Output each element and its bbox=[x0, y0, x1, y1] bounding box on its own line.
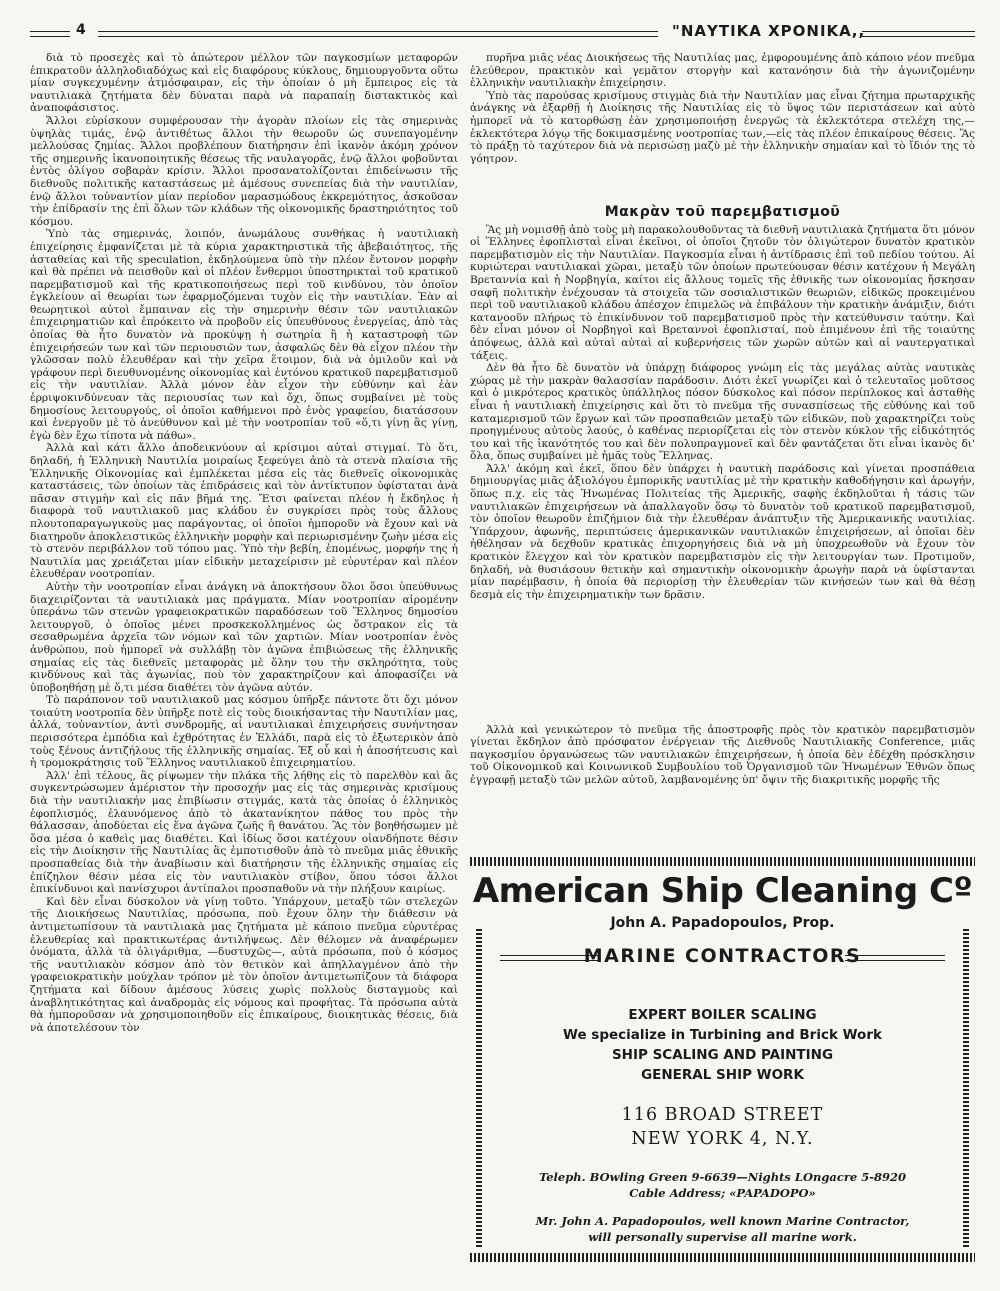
right-main-block bbox=[470, 224, 975, 724]
article-paragraph: Ἀλλ' ἀκόμη καὶ ἐκεῖ, ὅπου δὲν ὑπάρχει ἡ ναυτικὴ παράδοσις καὶ γίνεται προσπάθεια δημιουργίας μιᾶς ἀξιολόγου ἐμπορικῆς ναυτιλίας μὲ τὴν κρατικὴν καθοδήγησιν καὶ ἀρωγήν, ὅπως π.χ. εἰς τὰς Ἡνωμένας Πολιτείας τῆς Ἀμερικῆς, σαφὴς ἐκδηλοῦται ἡ τάσις τῶν ναυτιλιακῶν ἐπιχειρήσεων νὰ ἀπαλλαγοῦν ὅσῳ τὸ δυνατὸν τοῦ κρατικοῦ παρεμβατισμοῦ, τὸν ὁποῖον θεωροῦν ἐπιζήμιον διὰ τὴν ἐλευθέραν ἀνάπτυξιν τῆς Ἀμερικανικῆς ναυτιλίας. Ὑπάρχουν, ἀφωνῆς, περιπτώσεις ἀμερικανικῶν ναυτιλιακῶν ἐπιχειρήσεων, αἱ ὁποῖαι δὲν ἠθέλησαν νὰ δεχθοῦν κρατικὰς ἐπιχορηγήσεις διὰ νὰ μὴ ὑποχρεωθοῦν νὰ ἔχουν τὸν κρατικὸν ἔλεγχον καὶ τὸν κρατικὸν παρεμβατισμὸν εἰς τὴν λειτουργίαν των. Προτιμοῦν, δηλαδή, νὰ θυσιάσουν θετικὴν καὶ σημαντικὴν οἰκονομικὴν ἀρωγὴν παρὰ νὰ ὑφίστανται μίαν παρέμβασιν, ἡ ὁποία θὰ περιορίσῃ τὴν ἐλευθερίαν τῶν κινήσεών των καὶ θὰ θέσῃ δεσμὰ εἰς τὴν ἐπιχειρηματικὴν των δρᾶσιν. bbox=[470, 462, 975, 601]
article-paragraph: Ἂς μὴ νομισθῇ ἀπὸ τοὺς μὴ παρακολουθοῦντας τὰ διεθνῆ ναυτιλιακὰ ζητήματα ὅτι μόνον οἱ Ἕλληνες ἐφοπλισταὶ εἶναι ἐκεῖνοι, οἱ ὁποῖοι ζητοῦν τὸν ὀλιγώτερον δυνατὸν κρατικὸν παρεμβατισμὸν εἰς τὴν Ναυτιλίαν. Παγκοσμία εἶναι ἡ ἀντίδρασις ἐπὶ τοῦ πεδίου τούτου. Αἱ κυριώτεραι ναυτιλιακαὶ χῶραι, μεταξὺ τῶν ὁποίων πρωτεύουσαν θέσιν κατέχουν ἡ Μεγάλη Βρεταννία καὶ ἡ Νορβηγία, καίτοι εἰς ἄλλους τομεῖς τῆς ἐθνικῆς των οἰκονομίας ἤσκησαν σαφῆ πολιτικὴν ἐνέχουσαν τὰ στοιχεῖα τῶν σοσιαλιστικῶν θεωριῶν, εἰδικῶς προκειμένου περὶ τοῦ ναυτιλιακοῦ κλάδου ἀπέσχον ἐπιμελῶς νὰ ἐπιβάλουν τὴν κρατικὴν ἀνάμιξιν, διότι κατανοοῦν πλήρως τὸ ἐπικίνδυνον τοῦ παρεμβατισμοῦ πρὸς τὴν κατεύθυνσιν ταύτην. Καὶ δὲν εἶναι μόνον οἱ Νορβηγοὶ καὶ Βρεταννοὶ ἐφοπλισταί, ποὺ ἐπιμένουν ἐπὶ τῆς τοιαύτης ἀπόψεως, ἀλλὰ καὶ αὐταὶ αὐταὶ αἱ κυβερνήσεις τῶν χωρῶν αὐτῶν καὶ αἱ ναυτεργατικαὶ τάξεις. bbox=[470, 223, 975, 362]
article-paragraph: Ὑπὸ τὰς σημερινάς, λοιπόν, ἀνωμάλους συνθήκας ἡ ναυτιλιακὴ ἐπιχείρησις ἐμφανίζεται μὲ τὰ κύρια χαρακτηριστικὰ τῆς ἀβεβαιότητος, τῆς ἀσταθείας καὶ τῆς speculation, ἐκδηλούμενα ὑπὸ τὴν πλέον ἔντονον μορφὴν καὶ θὰ πρέπει νὰ πεισθοῦν καὶ οἱ πλέον ἔνθερμοι ὑποστηρικταὶ τοῦ κρατικοῦ παρεμβατισμοῦ καὶ τῆς κρατικοποιήσεως περὶ τοῦ κινδύνου, τὸν ὁποῖον ἐγκλείουν αἱ θεωρίαι των ἐφαρμοζόμεναι τυχὸν εἰς τὴν ναυτιλίαν. Ἐὰν αἱ θεωρητικοὶ αὐτοὶ ἔμπαιναν εἰς τὴν σημερινὴν θέσιν τῶν ναυτιλιακῶν ἐπιχειρηματιῶν καὶ ἐπρόκειτο νὰ προβοῦν εἰς ὑπευθύνους ἐνεργείας, ἀπὸ τὰς ὁποίας θὰ ἦτο δυνατὸν νὰ προκύψῃ ἡ σωτηρία ἢ ἡ καταστροφὴ τῶν ἐπιχειρήσεών των καὶ τῶν περιουσιῶν των, ἀσφαλῶς δὲν θὰ εἶχον πλέον τὴν γλῶσσαν πολὺ ἐλευθέραν καὶ τὴν χεῖρα ἕτοιμον, διὰ νὰ ὁμιλοῦν καὶ νὰ γράφουν περὶ διευθυνομένης οἰκονομίας καὶ ἐντόνου κρατικοῦ παρεμβατισμοῦ εἰς τὴν ναυτιλίαν. Ἀλλὰ μόνον ἐὰν εἶχον τὴν εὐθύνην καὶ ἐὰν ἐρριψοκινδύνευαν τὰς περιουσίας των καὶ ὄχι, ὅπως συμβαίνει μὲ τοὺς δημοσίους λειτουργούς, οἱ ὁποῖοι καθήμενοι πρὸ ἑνὸς γραφείου, διατάσσουν καὶ ἐνεργοῦν μὲ τὸ ἀνεύθυνον καὶ μὲ τὴν νοοτροπίαν τοῦ «ὅ,τι γίνῃ ἂς γίνῃ, ἐγὼ δὲν ἔχω τίποτα νὰ πάθω». bbox=[30, 228, 458, 442]
ad-service-line: SHIP SCALING AND PAINTING bbox=[611, 1047, 834, 1063]
article-paragraph: Ἀλλὰ καὶ γενικώτερον τὸ πνεῦμα τῆς ἀποστροφῆς πρὸς τὸν κρατικὸν παρεμβατισμὸν γίνεται ἔκδηλον ἀπὸ πρόσφατον ἐνέργειαν τῆς Διεθνοῦς Ναυτιλιακῆς Conference, μιᾶς παγκοσμίου ὀργανώσεως τῶν ναυτιλιακῶν ἐπιχειρήσεων, ἡ ὁποία δὲν ἐδέχθη πρόσκλησιν τοῦ Οἰκονομικοῦ καὶ Κοινωνικοῦ Συμβουλίου τοῦ Ὀργανισμοῦ τῶν Ἡνωμένων Ἐθνῶν ὅπως ἐγγραφῇ μεταξὺ τῶν μελῶν αὐτοῦ, λαμβανομένης ὑπ' ὄψιν τῆς διακριτικῆς μορφῆς τῆς bbox=[470, 723, 975, 786]
article-paragraph: Ἀλλὰ καὶ κάτι ἄλλο ἀποδεικνύουν αἱ κρίσιμοι αὐταὶ στιγμαί. Τὸ ὅτι, δηλαδή, ἡ Ἑλληνικὴ Ναυτιλία μοιραίως ξεφεύγει ἀπὸ τὰ στενὰ πλαίσια τῆς Ἑλληνικῆς Οἰκονομίας καὶ ἐμπλέκεται μέσα εἰς τὰς διεθνεῖς οἰκονομικὰς καταστάσεις, τῶν ὁποίων τὰς ἐπιδράσεις καὶ τὸν ἀντίκτυπον ὑφίσταται ἀνὰ πᾶσαν στιγμὴν καὶ εἰς πᾶν βῆμά της. Ἔτσι φαίνεται πλέον ἡ ἔκδηλος ἡ διαφορὰ τοῦ ναυτιλιακοῦ μας κλάδου ἐν συγκρίσει πρὸς τοὺς ἄλλους πλουτοπαραγωγικοὺς μας παράγοντας, οἱ ὁποῖοι ἠμποροῦν νὰ ἔχουν καὶ νὰ διατηροῦν ἀποκλειστικῶς ἑλληνικὴν μορφὴν καὶ περιωρισμένην ζωὴν μέσα εἰς τὸ στενὸν περιβάλλον τοῦ τόπου μας. Ὑπὸ τὴν βεβίη, ἐπομένως, μορφήν της ἡ Ναυτιλία μας χρειάζεται μίαν εἰδικὴν μεταχείρισιν μὲ εὐρυτέραν καὶ πλέον ἐλευθέραν νοοτροπίαν. bbox=[30, 442, 458, 581]
ad-owner: John A. Papadopoulos, Prop. bbox=[610, 915, 835, 931]
article-paragraph: Δὲν θὰ ἦτο δὲ δυνατὸν νὰ ὑπάρχῃ διάφορος γνώμη εἰς τὰς μεγάλας αὐτὰς ναυτικὰς χώρας μὲ τὴν μακρὰν θαλασσίαν παράδοσιν. Διότι ἐκεῖ γνωρίζει καὶ ὁ τελευταῖος μοῦτσος καὶ ὁ μικρότερος κρατικὸς ὑπάλληλος πόσον δύσκολος καὶ πόσον περίπλοκος καὶ ἀσταθὴς εἶναι ἡ ναυτιλιακὴ ἐπιχείρησις καὶ ὅτι τὸ πνεῦμα τῆς συνασπίσεως τῆς εὐθύνης καὶ τοῦ καταμερισμοῦ τῶν ἔργων καὶ τῶν προσπαθειῶν μεταξὺ τῶν εἰδικῶν, ποὺ χαρακτηρίζει τοὺς προηγμένους αὐτοὺς λαούς, ὁ καθένας περιορίζεται εἰς τὸν στενὸν κύκλον τῆς εἰδικότητός του καὶ τῆς ἱκανότητός του καὶ δὲν πολυπραγμονεῖ καὶ δὲν φαντάζεται ὅτι εἶναι ἱκανὸς δι' ὅλα, ὅπως συμβαίνει μὲ ἡμᾶς τοὺς Ἕλληνας. bbox=[470, 362, 975, 463]
ad-headline-row bbox=[490, 942, 955, 972]
ad-service-line: EXPERT BOILER SCALING bbox=[628, 1007, 817, 1023]
header-rule bbox=[98, 31, 658, 37]
header-rule bbox=[862, 31, 975, 37]
article-paragraph: Αὐτὴν τὴν νοοτροπίαν εἶναι ἀνάγκη νὰ ἀποκτήσουν ὅλοι ὅσοι ὑπεύθυνως διαχειρίζονται τὰ ναυτιλιακὰ μας πράγματα. Μίαν νοοτροπίαν αἰρομένην ὑπεράνω τῶν στενῶν γραφειοκρατικῶν παραδόσεων τοῦ Ἕλληνος δημοσίου λειτουργοῦ, ὁ ὁποῖος μένει προσκεκολλημένος ὡς ὄστρακον εἰς τὰ σεσαθρωμένα ἀρχεῖα τῶν νόμων καὶ τῶν χαρτιῶν. Μίαν νοοτροπίαν ἑνὸς ἀνθρώπου, ποὺ ἠμπορεῖ νὰ συλλάβῃ τὸν ἀγῶνα ἐπιβιώσεως τῆς ἑλληνικῆς σημαίας εἰς τὰς διεθνεῖς μεταφορὰς μὲ ὅλην του τὴν σκληρότητα, τοὺς κινδύνους καὶ τὰς ἀγωνίας, ποὺ τὸν χαρακτηρίζουν καὶ ἀποφασίζει νὰ ὑποβοηθήσῃ μὲ ὅ,τι μέσα διαθέτει τὸν ἀγῶνα αὐτόν. bbox=[30, 580, 458, 694]
page-number: 4 bbox=[76, 22, 86, 38]
left-column bbox=[30, 52, 458, 1272]
ad-headline: MARINE CONTRACTORS bbox=[583, 945, 862, 967]
ad-service-line: GENERAL SHIP WORK bbox=[641, 1067, 804, 1083]
ad-note: Mr. John A. Papadopoulos, well known Marine Contractor, bbox=[535, 1214, 910, 1228]
ad-border-right bbox=[963, 929, 969, 1249]
article-paragraph: Τὸ παράπονον τοῦ ναυτιλιακοῦ μας κόσμου ὑπῆρξε πάντοτε ὅτι ὄχι μόνον τοιαύτη νοοτροπία δὲν ὑπῆρξε ποτὲ εἰς τοὺς διοικήσαντας τὴν Ναυτιλίαν μας, ἀλλά, τοὐναντίον, ἀντὶ συνδρομῆς, αἱ ναυτιλιακαὶ ἐπιχειρήσεις συνήντησαν περισσότερα ἐμπόδια καὶ ἐχθρότητας ἐν Ἑλλάδι, παρὰ εἰς τὸ ἐξωτερικὸν ἀπὸ τοὺς ξένους ἀντιζήλους τῆς ἑλληνικῆς σημαίας. Ἐξ οὗ καὶ ἡ ἀποσήτευσις καὶ ἡ τρομοκράτησις τοῦ Ἕλληνος ναυτιλιακοῦ ἐπιχειρηματίου. bbox=[30, 694, 458, 770]
right-tail-block bbox=[470, 724, 975, 860]
ad-telephone: Teleph. BOwling Green 9-6639—Nights LOngacre 5-8920 bbox=[539, 1170, 906, 1184]
ad-border-bottom bbox=[470, 1253, 975, 1262]
article-paragraph: διὰ τὸ προσεχὲς καὶ τὸ ἀπώτερον μέλλον τῶν παγκοσμίων μεταφορῶν ἐπικρατοῦν ἀλληλοδιαδόχως καὶ εἰς διαφόρους κύκλους, δημιουργοῦντα οὕτω μίαν συγκεχυμένην ἀτμόσφαιραν, εἰς τὴν ὁποίαν ὁ μὴ ἔμπειρος εἰς τὰ ναυτιλιακὰ ζητήματα δὲν δύναται παρὰ νὰ παραπαίῃ διστακτικὸς καὶ ἀναποφάσιστος. bbox=[30, 52, 458, 115]
ad-cable-address: Cable Address; «PAPADOPO» bbox=[629, 1186, 816, 1200]
section-subheading: Μακρὰν τοῦ παρεμβατισμοῦ bbox=[604, 204, 841, 220]
article-paragraph: Καὶ δὲν εἶναι δύσκολον νὰ γίνῃ τοῦτο. Ὑπάρχουν, μεταξὺ τῶν στελεχῶν τῆς Διοικήσεως Ναυτιλίας, πρόσωπα, ποὺ ἔχουν ὅλην τὴν διάθεσιν νὰ ἀντιμετωπίσουν τὰ ναυτιλιακὰ μας ζητήματα μὲ κάποιο πνεῦμα εὐρυτέρας ἐλευθερίας καὶ πρακτικωτέρας ἀντιλήψεως. Δὲν θέλομεν νὰ ἀναφέρωμεν ὀνόματα, ἀλλὰ τὰ ὀλιγάριθμα, —δυστυχῶς—, αὐτὰ πρόσωπα, ποὺ ὁ κόσμος τῆς ναυτιλιακὸν κόσμον ἀπὸ τὸν θετικὸν καὶ ἀπηλλαγμένον ἀπὸ τὴν γραφειοκρατικὴν μούχλαν τρόπον μὲ τὸν ὁποῖον ἀντιμετωπίζουν τὰ διάφορα ζητήματα καὶ δίδουν ἀμέσους λύσεις χωρὶς πολλοὺς δισταγμοὺς καὶ ἀναβλητικότητας καὶ ἀναδρομὰς εἰς νόμους καὶ προφήτας. Τὰ πρόσωπα αὐτὰ θὰ ἠμποροῦσαν νὰ χρησιμοποιηθοῦν εἰς ἐπικαίρους, διοικητικὰς θέσεις, διὰ νὰ ἀποτελέσουν τὸν bbox=[30, 895, 458, 1034]
article-paragraph: Ἄλλοι εὑρίσκουν συμφέρουσαν τὴν ἀγορὰν πλοίων εἰς τὰς σημερινὰς ὑψηλὰς τιμάς, ἐνῷ ἀντιθέτως ἄλλοι τὴν θεωροῦν ὡς συνεπαγομένην μελλούσας ζημίας. Ἄλλοι προβλέπουν διατήρησιν ἐπὶ ἱκανὸν ἀκόμη χρόνον τῆς σημερινῆς ἱκανοποιητικῆς θέσεως τῆς ναυλαγορᾶς, ἐνῷ ἄλλοι φοβοῦνται ἐντὸς ὀλίγου σοβαρὰν κρίσιν. Ἄλλοι προσανατολίζονται ἐπιδείνωσιν τῆς διεθνοῦς πολιτικῆς καταστάσεως μὲ ἀμέσους συνεπείας διὰ τὴν ναυτιλίαν, ἐνῷ ἄλλοι τοὐναντίον μίαν περίοδον μαρασμώδους ἐκκρεμότητος, ἀσκοῦσαν τὴν ἐπίδρασίν της ἐπὶ ὅλων τῶν κλάδων τῆς οἰκονομικῆς δραστηριότητος τοῦ κόσμου. bbox=[30, 114, 458, 228]
ad-address-city: NEW YORK 4, N.Y. bbox=[631, 1129, 814, 1149]
ad-note: will personally supervise all marine work. bbox=[588, 1230, 857, 1244]
ad-border-top bbox=[470, 857, 975, 866]
header-rule bbox=[30, 31, 70, 37]
page-header bbox=[30, 22, 975, 44]
right-top-block bbox=[470, 52, 975, 202]
right-column bbox=[470, 52, 975, 860]
ad-border-left bbox=[476, 929, 482, 1249]
article-paragraph: Ὑπὸ τὰς παρούσας κρισίμους στιγμὰς διὰ τὴν Ναυτιλίαν μας εἶναι ζήτημα πρωταρχικῆς ἀνάγκης νὰ ἐξαρθῇ ἡ Διοίκησις τῆς Ναυτιλίας εἰς τὸ ὕψος τῶν περιστάσεων καὶ αὐτὸ ἠμπορεῖ νὰ τὸ κατορθώσῃ ἐὰν χρησιμοποιήσῃ ἐνεργῶς τὰ ἐκλεκτότερα στελέχη της,—ἐκλεκτότερα λόγῳ τῆς δοκιμασμένης νοοτροπίας των,—εἰς τὰς πλέον ἐπικαίρους θέσεις. Ἂς τὸ πράξῃ τὸ ταχύτερον διὰ νὰ περισώσῃ μαζὺ μὲ τὴν ἑλληνικὴν σημαίαν καὶ τὸ ἴδιόν της τὸ γόητρον. bbox=[470, 89, 975, 165]
ad-company-name: American Ship Cleaning Cº bbox=[472, 871, 973, 911]
advertisement-box bbox=[470, 857, 975, 1262]
ad-service-line: We specialize in Turbining and Brick Work bbox=[563, 1027, 882, 1043]
ad-headline-rule bbox=[845, 955, 945, 961]
article-paragraph: Ἀλλ' ἐπὶ τέλους, ἂς ρίψωμεν τὴν πλάκα τῆς λήθης εἰς τὸ παρελθὸν καὶ ἂς συγκεντρώσωμεν ἀμέριστον τὴν προσοχήν μας εἰς τὰς σημερινὰς κρισίμους διὰ τὴν ναυτιλιακήν μας ἐπιβίωσιν στιγμάς, κατὰ τὰς ὁποίας ὁ ἑλληνικὸς ἐφοπλισμός, ἐλαυνόμενος ἀπὸ τὸ ἀκατανίκητον πάθος του πρὸς τὴν θάλασσαν, ἀποδύεται εἰς ἕνα ἀγῶνα ζωῆς ἢ θανάτου. Ἂς τὸν βοηθήσωμεν μὲ ὅσα μέσα ὁ καθεὶς μας διαθέτει. Καὶ ἰδίως ὅσοι κατέχουν οἱανδήποτε θέσιν εἰς τὴν Διοίκησιν τῆς Ναυτιλίας ἂς ἐμποτισθοῦν ἀπὸ τὸ πνεῦμα μιᾶς ἐθνικῆς προσπαθείας διὰ τὴν ἀναβίωσιν καὶ διατήρησιν τῆς ἑλληνικῆς σημαίας εἰς ἐπίζηλον θέσιν μέσα εἰς τὸν ναυτιλιακὸν στίβον, ὅπου τόσοι ἄλλοι ἐπικίνδυνοι καὶ πανίσχυροι ἀντίπαλοι προσπαθοῦν νὰ τὴν πλήξουν καιρίως. bbox=[30, 769, 458, 896]
publication-title: "ΝΑΥΤΙΚΑ ΧΡΟΝΙΚΑ,, bbox=[672, 22, 866, 40]
ad-address-street: 116 BROAD STREET bbox=[621, 1105, 824, 1125]
article-paragraph: πυρῆνα μιᾶς νέας Διοικήσεως τῆς Ναυτιλίας μας, ἐμφορουμένης ἀπὸ κάποιο νέον πνεῦμα ἐλεύθερον, πρακτικὸν καὶ γεμᾶτον στοργὴν καὶ κατανόησιν διὰ τὴν ἀγωνιζομένην ἑλληνικὴν ναυτιλιακὴν ἐπιχείρησιν. bbox=[470, 52, 975, 90]
